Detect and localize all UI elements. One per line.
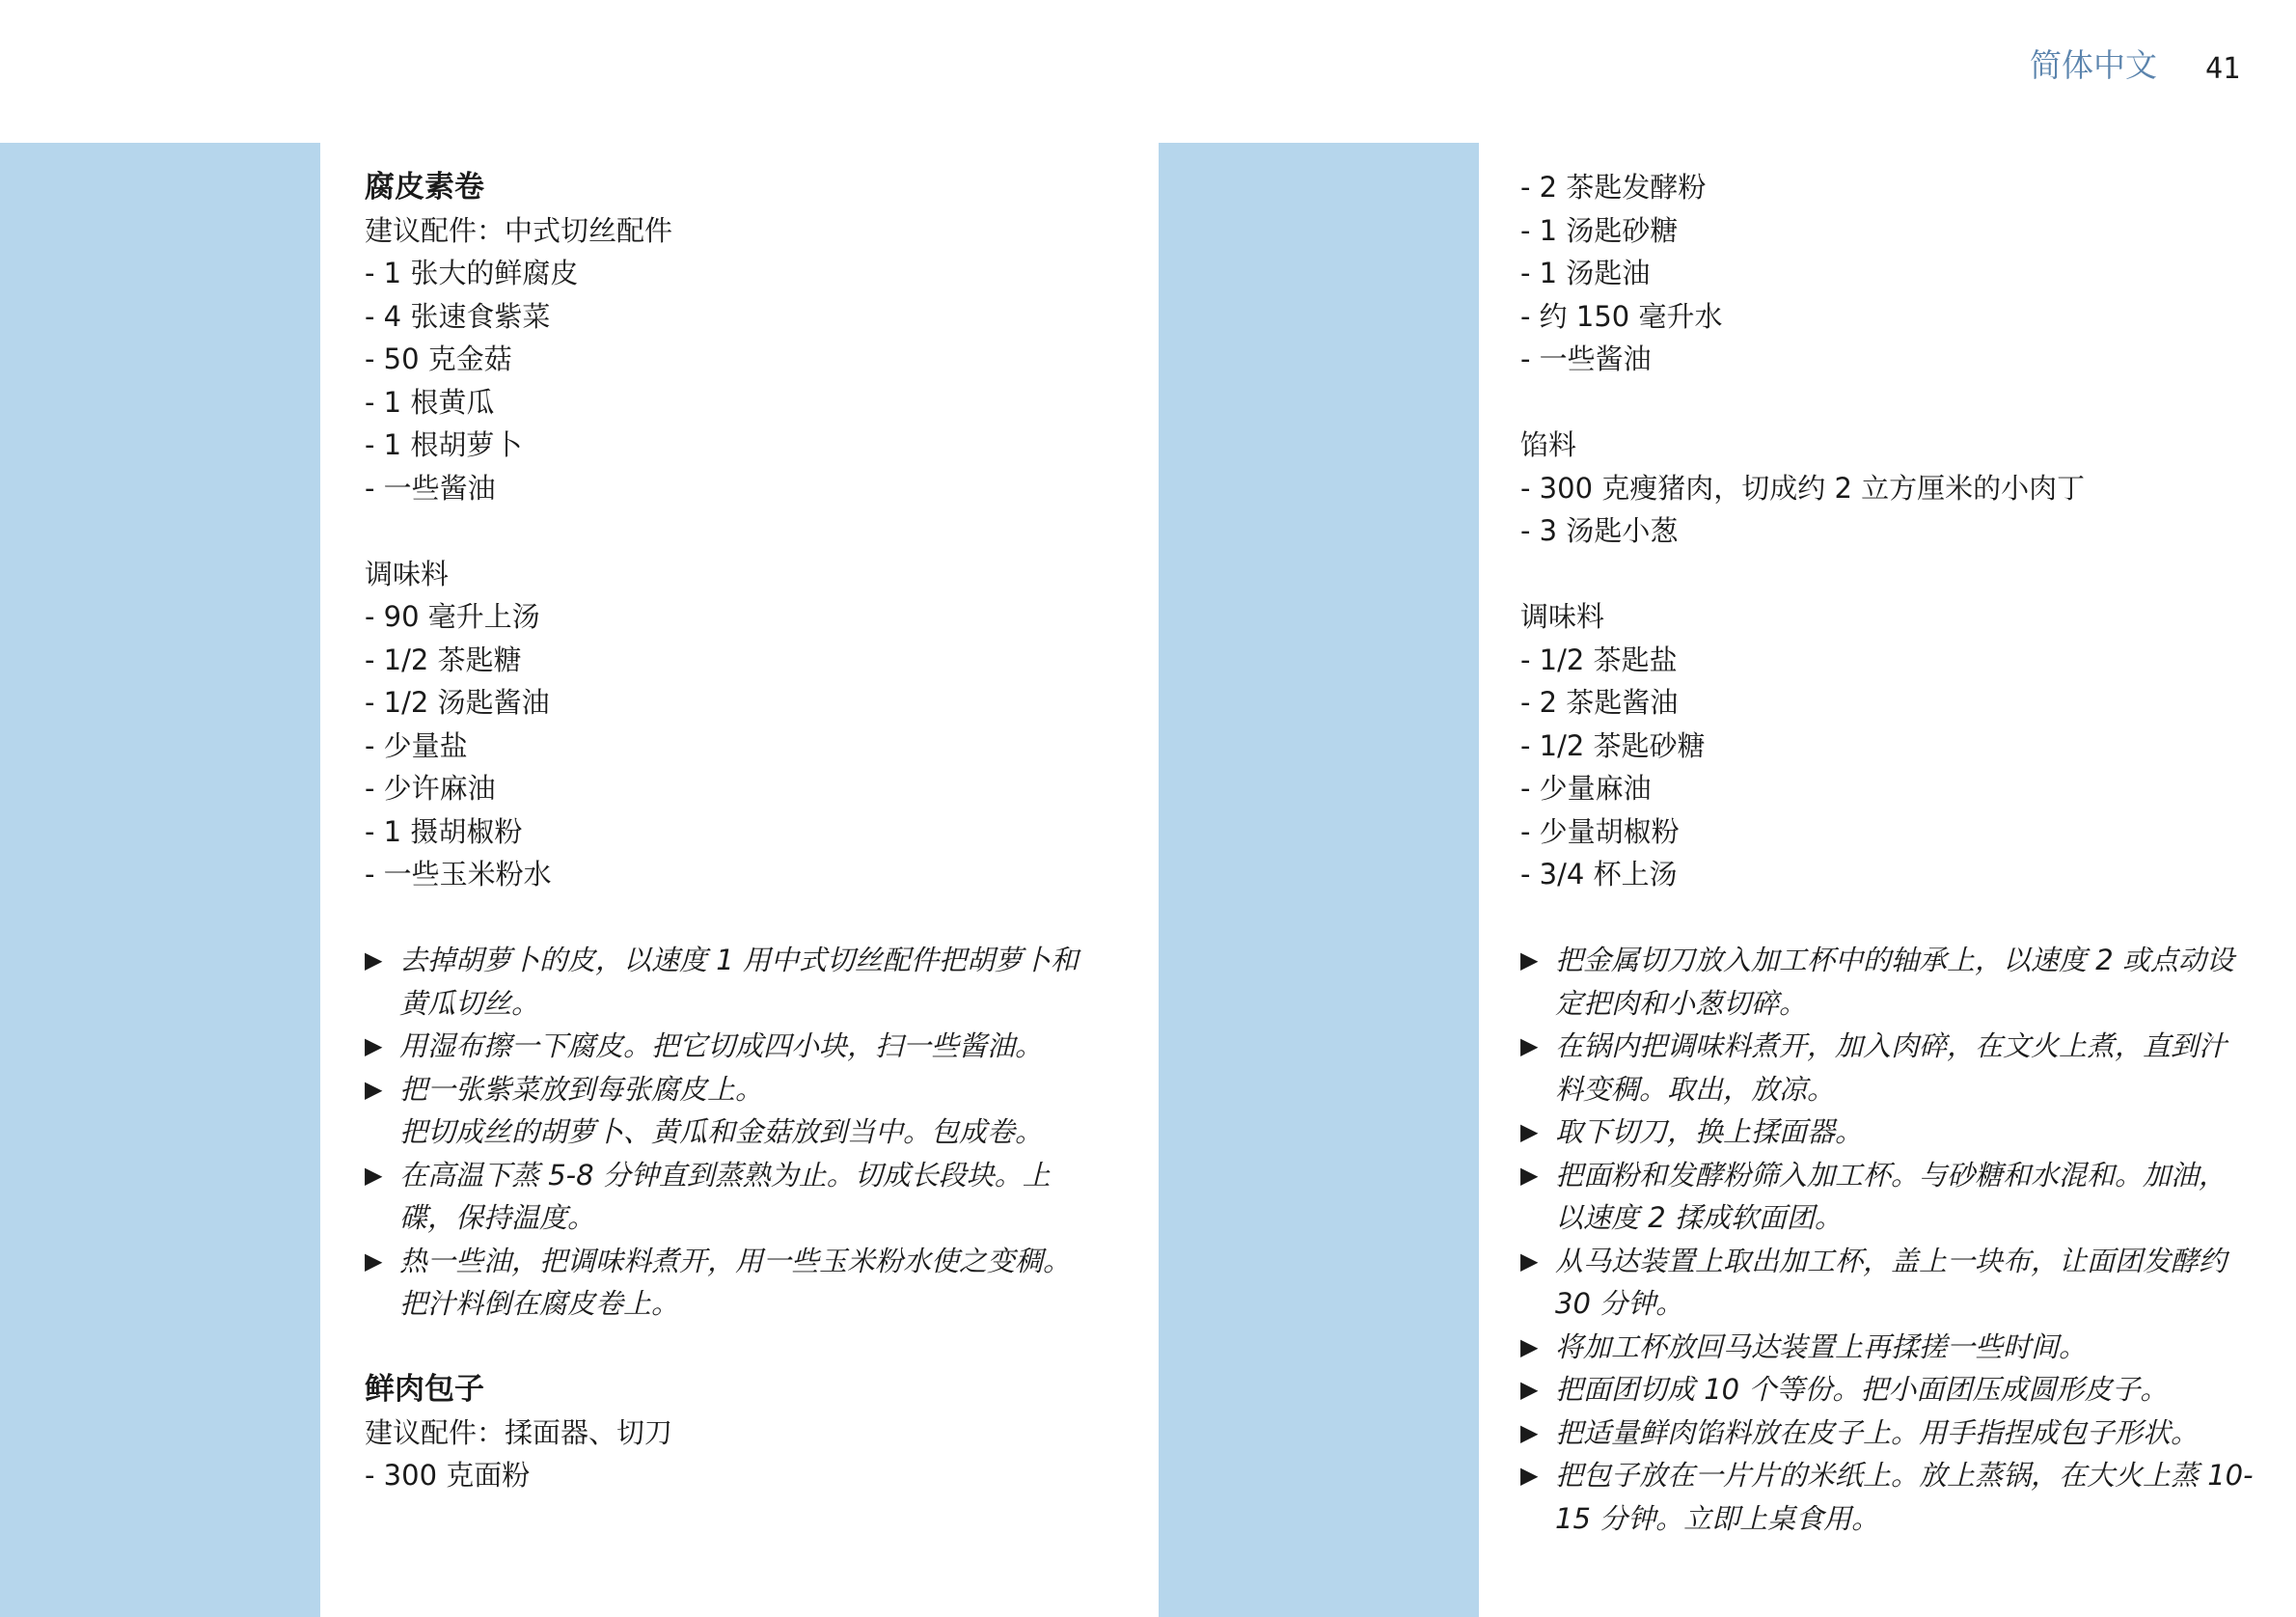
- seasoning-item: - 90 毫升上汤: [365, 600, 540, 633]
- triangle-bullet-icon: ▶: [365, 1075, 383, 1103]
- step-item: [1520, 939, 2254, 1025]
- step-list: [365, 939, 1098, 1326]
- seasoning-list: [1520, 639, 2254, 896]
- triangle-bullet-icon: ▶: [1520, 1118, 1539, 1145]
- triangle-bullet-icon: ▶: [1520, 1376, 1539, 1403]
- step-item: [1520, 1411, 2254, 1455]
- step-item: [365, 1240, 1098, 1326]
- step-item: [1520, 1326, 2254, 1369]
- step-item: [365, 1068, 1098, 1111]
- seasoning-item: - 1 摄胡椒粉: [365, 814, 523, 848]
- section-heading: 馅料: [1520, 428, 1577, 461]
- left-column: [365, 166, 1098, 1497]
- step-item: [1520, 1240, 2254, 1326]
- ingredient-item: - 1 汤匙油: [1520, 257, 1651, 289]
- ingredient-item: - 300 克面粉: [365, 1459, 531, 1492]
- step-text: 把面粉和发酵粉筛入加工杯。与砂糖和水混和。加油，以速度 2 揉成软面团。: [1555, 1158, 2228, 1234]
- step-text: 将加工杯放回马达装置上再揉搓一些时间。: [1555, 1329, 2088, 1363]
- accessory-note: 建议配件：揉面器、切刀: [365, 1415, 673, 1449]
- left-margin-band: [0, 143, 320, 1617]
- seasoning-item: - 少量胡椒粉: [1520, 814, 1680, 848]
- recipe-title: 鲜肉包子: [365, 1372, 484, 1407]
- step-continuation: 把切成丝的胡萝卜、黄瓜和金菇放到当中。包成卷。: [399, 1115, 1044, 1148]
- triangle-bullet-icon: ▶: [365, 1161, 383, 1189]
- ingredient-item: - 1 根黄瓜: [365, 385, 495, 419]
- spacer: [1520, 896, 2254, 940]
- step-text: 从马达装置上取出加工杯，盖上一块布，让面团发酵约 30 分钟。: [1555, 1244, 2228, 1320]
- ingredient-item: - 一些酱油: [365, 471, 496, 505]
- step-item: [1520, 1025, 2254, 1110]
- seasoning-item: - 1/2 茶匙盐: [1520, 643, 1678, 676]
- right-margin-band: [1159, 143, 1479, 1617]
- step-text: 热一些油，把调味料煮开，用一些玉米粉水使之变稠。把汁料倒在腐皮卷上。: [399, 1244, 1072, 1320]
- step-item: [1520, 1110, 2254, 1154]
- step-text: 把面团切成 10 个等份。把小面团压成圆形皮子。: [1555, 1373, 2169, 1406]
- seasoning-item: - 少许麻油: [365, 772, 496, 805]
- ingredient-item: - 2 茶匙发酵粉: [1520, 171, 1707, 204]
- step-text: 把金属切刀放入加工杯中的轴承上，以速度 2 或点动设定把肉和小葱切碎。: [1555, 944, 2234, 1020]
- step-item: [365, 1154, 1098, 1240]
- step-text: 在锅内把调味料煮开，加入肉碎，在文火上煮，直到汁料变稠。取出，放凉。: [1555, 1029, 2228, 1106]
- seasoning-item: - 1/2 茶匙糖: [365, 643, 522, 676]
- step-text: 把包子放在一片片的米纸上。放上蒸锅，在大火上蒸 10-15 分钟。立即上桌食用。: [1555, 1459, 2254, 1535]
- step-text: 用湿布擦一下腐皮。把它切成四小块，扫一些酱油。: [399, 1029, 1044, 1062]
- ingredient-item: - 1 汤匙砂糖: [1520, 213, 1679, 247]
- page-number: 41: [2205, 52, 2241, 86]
- step-item: [1520, 1454, 2254, 1540]
- step-item: [1520, 1368, 2254, 1411]
- seasoning-item: - 少量盐: [365, 728, 468, 762]
- triangle-bullet-icon: ▶: [1520, 1161, 1539, 1189]
- triangle-bullet-icon: ▶: [1520, 1247, 1539, 1274]
- triangle-bullet-icon: ▶: [365, 1032, 383, 1059]
- ingredient-item: - 4 张速食紫菜: [365, 299, 551, 333]
- ingredient-list: [365, 252, 1098, 509]
- seasoning-item: - 2 茶匙酱油: [1520, 686, 1679, 719]
- spacer: [1520, 381, 2254, 425]
- triangle-bullet-icon: ▶: [365, 946, 383, 973]
- step-list: [1520, 939, 2254, 1540]
- seasoning-list: [365, 595, 1098, 896]
- accessory-note: 建议配件：中式切丝配件: [365, 213, 673, 247]
- seasoning-item: - 少量麻油: [1520, 772, 1652, 805]
- recipe-title: 腐皮素卷: [365, 170, 484, 205]
- seasoning-item: - 3/4 杯上汤: [1520, 858, 1678, 891]
- ingredient-item: - 约 150 毫升水: [1520, 299, 1723, 333]
- triangle-bullet-icon: ▶: [1520, 1032, 1539, 1059]
- section-heading: 调味料: [1520, 600, 1605, 633]
- right-column: [1520, 166, 2254, 1540]
- spacer: [365, 509, 1098, 553]
- seasoning-item: - 1/2 汤匙酱油: [365, 686, 550, 719]
- step-item: [1520, 1154, 2254, 1240]
- step-item: [365, 1025, 1098, 1068]
- step-text: 在高温下蒸 5-8 分钟直到蒸熟为止。切成长段块。上碟，保持温度。: [399, 1158, 1051, 1234]
- triangle-bullet-icon: ▶: [1520, 1332, 1539, 1360]
- ingredient-item: - 50 克金菇: [365, 343, 512, 375]
- spacer: [1520, 553, 2254, 596]
- step-text: 把一张紫菜放到每张腐皮上。: [399, 1072, 764, 1106]
- ingredient-item: - 1 张大的鲜腐皮: [365, 257, 579, 289]
- triangle-bullet-icon: ▶: [1520, 946, 1539, 973]
- filling-item: - 3 汤匙小葱: [1520, 514, 1679, 547]
- seasoning-item: - 1/2 茶匙砂糖: [1520, 728, 1706, 762]
- filling-item: - 300 克瘦猪肉，切成约 2 立方厘米的小肉丁: [1520, 471, 2086, 505]
- filling-list: [1520, 467, 2254, 553]
- step-item: [365, 939, 1098, 1025]
- ingredient-list: [1520, 166, 2254, 381]
- triangle-bullet-icon: ▶: [1520, 1418, 1539, 1446]
- language-label: 简体中文: [2030, 46, 2157, 84]
- spacer: [365, 896, 1098, 940]
- ingredient-item: - 一些酱油: [1520, 343, 1652, 375]
- triangle-bullet-icon: ▶: [365, 1247, 383, 1274]
- step-text: 取下切刀，换上揉面器。: [1555, 1115, 1864, 1148]
- section-heading: 调味料: [365, 557, 450, 590]
- step-text: 把适量鲜肉馅料放在皮子上。用手指捏成包子形状。: [1555, 1415, 2200, 1449]
- ingredient-item: - 1 根胡萝卜: [365, 428, 523, 461]
- seasoning-item: - 一些玉米粉水: [365, 858, 552, 891]
- triangle-bullet-icon: ▶: [1520, 1462, 1539, 1489]
- spacer: [365, 1326, 1098, 1369]
- step-text: 去掉胡萝卜的皮，以速度 1 用中式切丝配件把胡萝卜和黄瓜切丝。: [399, 944, 1079, 1020]
